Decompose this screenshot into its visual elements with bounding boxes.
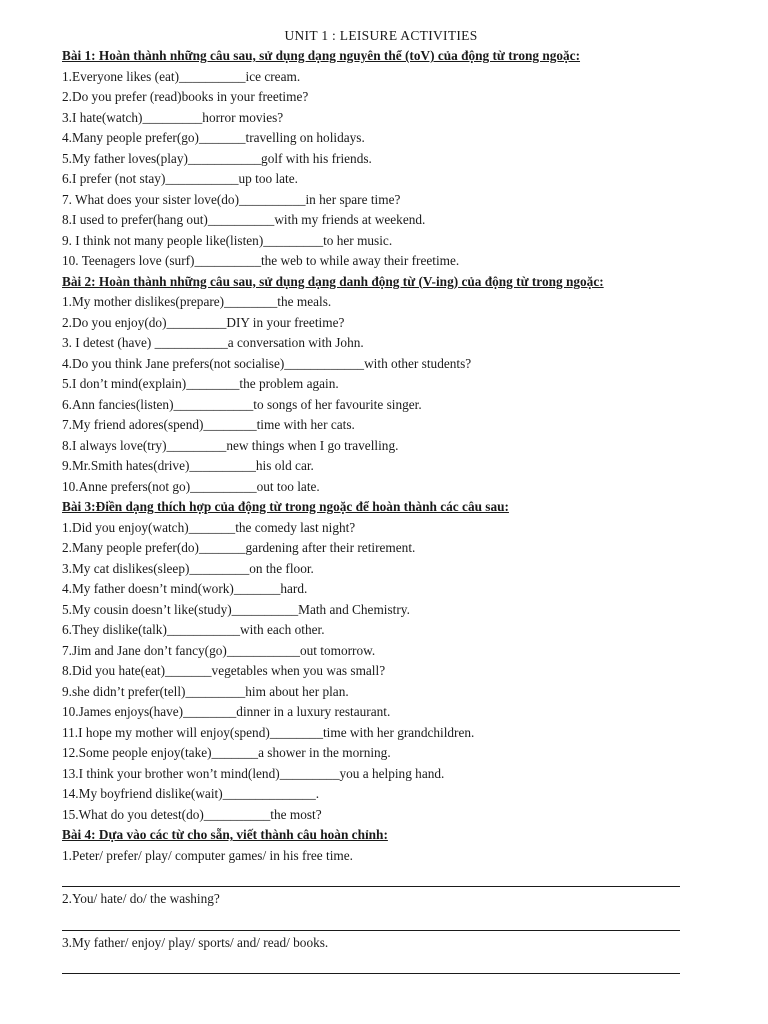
section-4-heading: Bài 4: Dựa vào các từ cho sẵn, viết thành câu hoàn chỉnh: <box>62 827 388 842</box>
exercise-3-item-4: 4.My father doesn’t mind(work)_______hard. <box>62 581 308 596</box>
exercise-4-item-2: 2.You/ hate/ do/ the washing? <box>62 891 220 906</box>
exercise-2-item-10: 10.Anne prefers(not go)__________out too late. <box>62 478 320 494</box>
exercise-3-item-14: 14.My boyfriend dislike(wait)______________. <box>62 786 320 801</box>
exercise-3-item-3: 3.My cat dislikes(sleep)_________on the floor. <box>62 560 314 576</box>
exercise-1-item-8: 8.I used to prefer(hang out)__________with my friends at weekend. <box>62 212 426 227</box>
exercise-3-item-10: 10.James enjoys(have)________dinner in a luxury restaurant. <box>62 704 391 719</box>
exercise-1-item-6: 6.I prefer (not stay)___________up too late. <box>62 171 298 186</box>
exercise-3-item-5: 5.My cousin doesn’t like(study)__________Math and Chemistry. <box>62 601 410 617</box>
exercise-2-item-6: 6.Ann fancies(listen)____________to songs of her favourite singer. <box>62 396 422 412</box>
exercise-3-item-1: 1.Did you enjoy(watch)_______the comedy last night? <box>62 519 356 535</box>
exercise-3-item-12: 12.Some people enjoy(take)_______a shower in the morning. <box>62 745 391 760</box>
exercise-3-item-8: 8.Did you hate(eat)_______vegetables when you was small? <box>62 663 386 678</box>
exercise-4-item-3: 3.My father/ enjoy/ play/ sports/ and/ read/ books. <box>62 934 329 950</box>
exercise-4-item-1: 1.Peter/ prefer/ play/ computer games/ in his free time. <box>62 847 353 863</box>
exercise-3-item-6: 6.They dislike(talk)___________with each other. <box>62 622 325 637</box>
section-1-heading: Bài 1: Hoàn thành những câu sau, sử dụng dạng nguyên thể (toV) của động từ trong ngoặc: <box>62 48 581 63</box>
exercise-1-item-3: 3.I hate(watch)_________horror movies? <box>62 109 284 125</box>
exercise-1-item-4: 4.Many people prefer(go)_______travelling on holidays. <box>62 130 365 145</box>
exercise-1-item-7: 7. What does your sister love(do)__________in her spare time? <box>62 191 401 207</box>
exercise-3-item-7: 7.Jim and Jane don’t fancy(go)___________out tomorrow. <box>62 642 376 658</box>
exercise-1-item-9: 9. I think not many people like(listen)_________to her music. <box>62 232 393 248</box>
exercise-3-item-15: 15.What do you detest(do)__________the most? <box>62 806 322 822</box>
section-3-heading: Bài 3:Điền dạng thích hợp của động từ trong ngoặc để hoàn thành các câu sau: <box>62 499 509 514</box>
exercise-3-item-13: 13.I think your brother won’t mind(lend)_________you a helping hand. <box>62 765 445 781</box>
exercise-1-item-5: 5.My father loves(play)___________golf with his friends. <box>62 150 372 166</box>
exercise-2-item-2: 2.Do you enjoy(do)_________DIY in your freetime? <box>62 314 345 330</box>
exercise-3-item-11: 11.I hope my mother will enjoy(spend)________time with her grandchildren. <box>62 724 475 740</box>
answer-line-3 <box>62 953 680 974</box>
exercise-3-item-2: 2.Many people prefer(do)_______gardening after their retirement. <box>62 540 416 555</box>
exercise-1-item-10: 10. Teenagers love (surf)__________the web to while away their freetime. <box>62 253 460 268</box>
worksheet-title: UNIT 1 : LEISURE ACTIVITIES <box>284 28 478 43</box>
exercise-2-item-8: 8.I always love(try)_________new things when I go travelling. <box>62 437 399 453</box>
section-2-heading: Bài 2: Hoàn thành những câu sau, sử dụng dạng danh động từ (V-ing) của động từ trong ngoặc: <box>62 273 604 289</box>
exercise-2-item-4: 4.Do you think Jane prefers(not socialise)____________with other students? <box>62 355 472 371</box>
exercise-2-item-3: 3. I detest (have) ___________a conversation with John. <box>62 335 364 350</box>
exercise-3-item-9: 9.she didn’t prefer(tell)_________him about her plan. <box>62 683 349 699</box>
exercise-2-item-5: 5.I don’t mind(explain)________the problem again. <box>62 376 339 391</box>
answer-line-1 <box>62 866 680 887</box>
exercise-1-item-1: 1.Everyone likes (eat)__________ice cream. <box>62 68 301 84</box>
exercise-1-item-2: 2.Do you prefer (read)books in your freetime? <box>62 89 309 104</box>
exercise-2-item-1: 1.My mother dislikes(prepare)________the meals. <box>62 294 332 309</box>
exercise-2-item-7: 7.My friend adores(spend)________time with her cats. <box>62 417 355 432</box>
worksheet-page <box>62 26 686 976</box>
exercise-2-item-9: 9.Mr.Smith hates(drive)__________his old car. <box>62 458 314 473</box>
answer-line-2 <box>62 910 680 931</box>
